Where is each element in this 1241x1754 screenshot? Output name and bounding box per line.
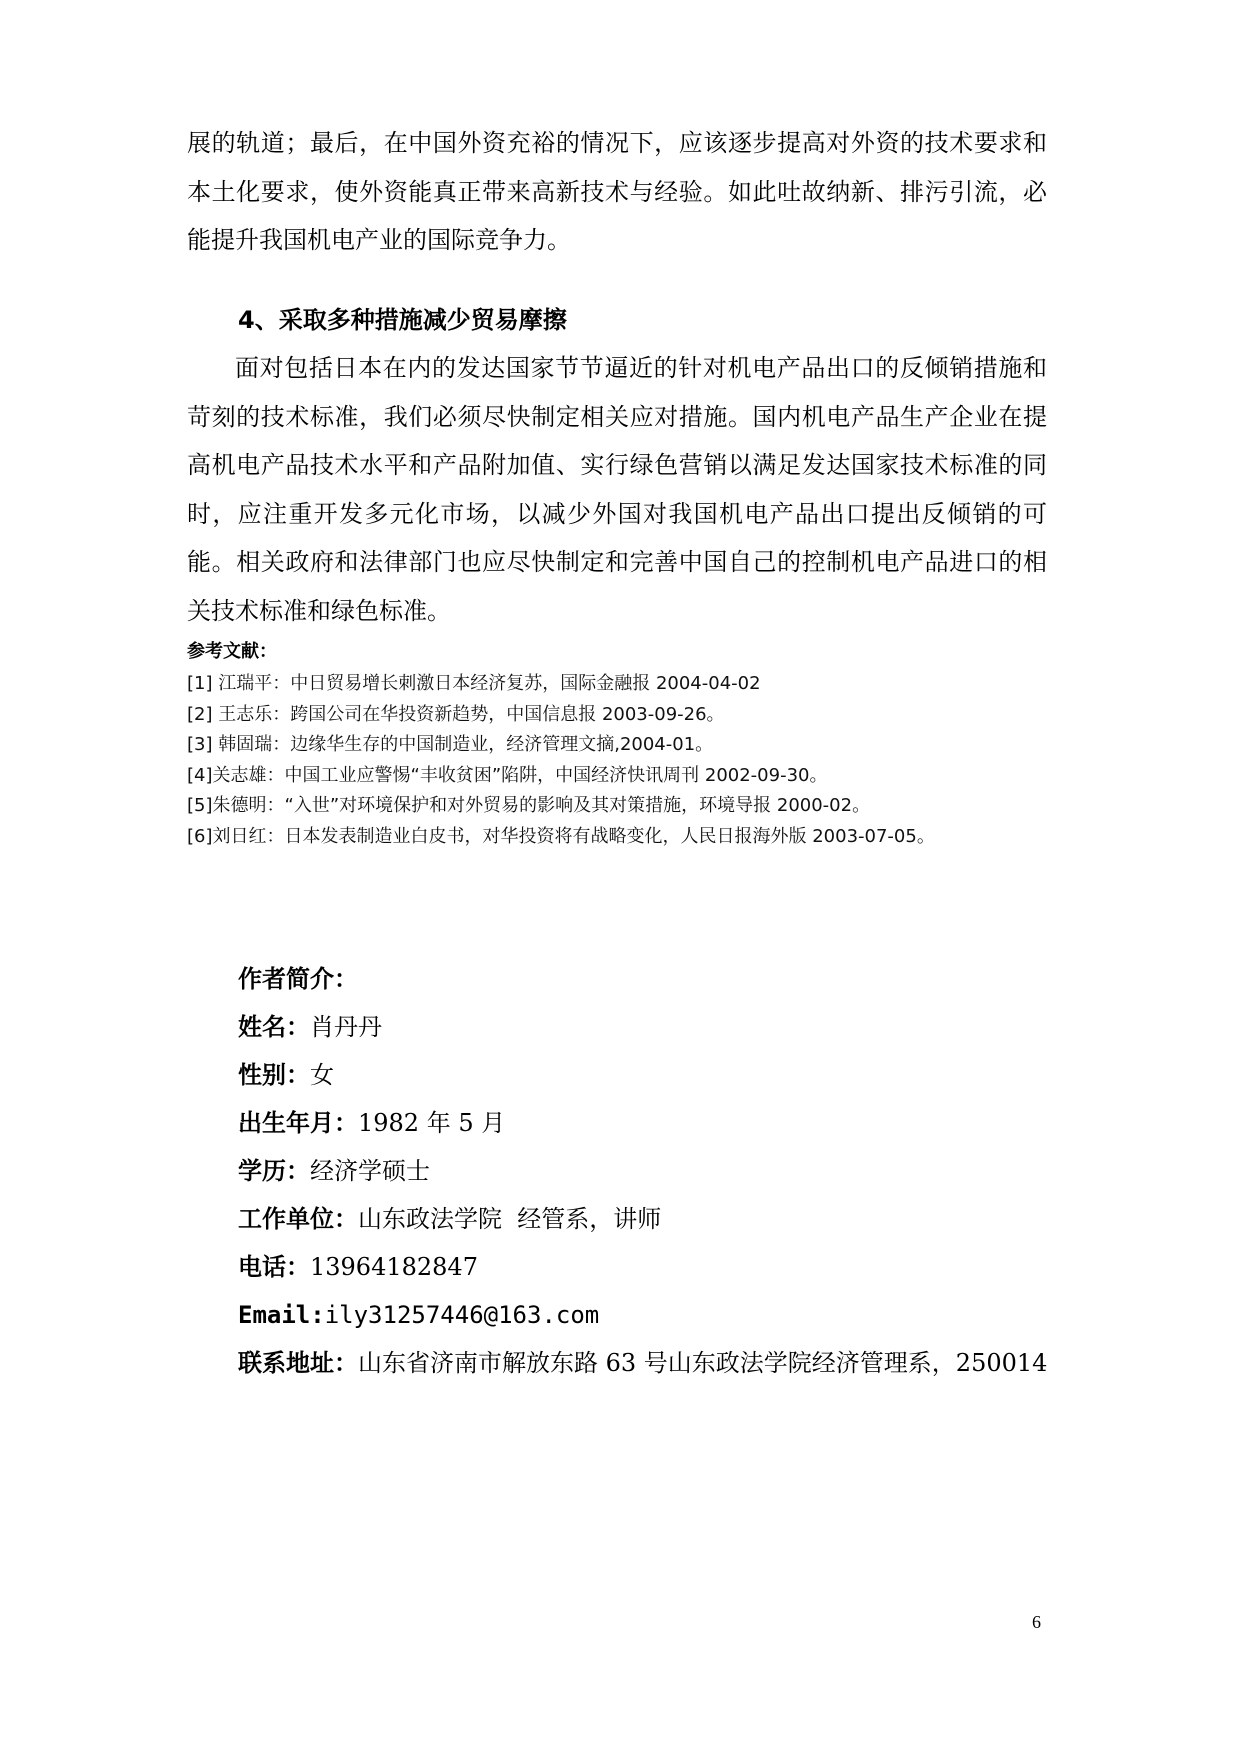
reference-item: [5]朱德明：“入世”对环境保护和对外贸易的影响及其对策措施，环境导报 2000-02。: [187, 795, 871, 816]
author-email-row: [238, 1291, 1098, 1339]
author-gender-row: [238, 1051, 1098, 1099]
reference-item: [4]关志雄：中国工业应警惕“丰收贫困”陷阱，中国经济快讯周刊 2002-09-30。: [187, 764, 828, 786]
author-phone-row: [238, 1243, 1098, 1291]
author-education-label: 学历：: [238, 1157, 310, 1185]
section-heading: 4、采取多种措施减少贸易摩擦: [238, 306, 567, 334]
author-work-label: 工作单位：: [238, 1205, 358, 1233]
reference-item: [1] 江瑞平：中日贸易增长刺激日本经济复苏，国际金融报 2004-04-02: [187, 673, 761, 694]
author-birth: 1982 年 5 月: [358, 1109, 506, 1137]
author-work: 山东政法学院 经管系，讲师: [358, 1205, 662, 1233]
reference-item: [6]刘日红：日本发表制造业白皮书，对华投资将有战略变化，人民日报海外版 2003-07-05。: [187, 825, 935, 847]
author-name-row: [238, 1003, 1098, 1051]
author-birth-row: [238, 1099, 1098, 1147]
author-education-row: [238, 1147, 1098, 1195]
author-address-row: [238, 1339, 1098, 1387]
page-number: 6: [1032, 1612, 1041, 1632]
references-title: 参考文献：: [187, 641, 277, 662]
paragraph-trade-friction: 面对包括日本在内的发达国家节节逼近的针对机电产品出口的反倾销措施和苛刻的技术标准，我们必须尽快制定相关应对措施。国内机电产品生产企业在提高机电产品技术水平和产品附加值、实行绿色营销以满足发达国家技术标准的同时，应注重开发多元化市场，以减少外国对我国机电产品出口提出反倾销的可能。相关政府和法律部门也应尽快制定和完善中国自己的控制机电产品进口的相关技术标准和绿色标准。: [187, 354, 1047, 625]
author-name-label: 姓名：: [238, 1013, 310, 1041]
author-address: 山东省济南市解放东路 63 号山东政法学院经济管理系，250014: [358, 1349, 1048, 1377]
paragraph-continued: 展的轨道；最后，在中国外资充裕的情况下，应该逐步提高对外资的技术要求和本土化要求，使外资能真正带来高新技术与经验。如此吐故纳新、排污引流，必能提升我国机电产业的国际竞争力。: [187, 129, 1047, 254]
author-birth-label: 出生年月：: [238, 1109, 358, 1137]
author-education: 经济学硕士: [310, 1157, 430, 1185]
author-gender: 女: [310, 1061, 334, 1089]
references-list: [187, 669, 1047, 852]
author-profile: [238, 955, 1098, 1387]
reference-item: [3] 韩固瑞：边缘华生存的中国制造业，经济管理文摘,2004-01。: [187, 734, 714, 755]
author-email-label: Email:: [238, 1301, 325, 1329]
author-email: ily31257446@163.com: [324, 1301, 600, 1329]
author-gender-label: 性别：: [238, 1061, 310, 1089]
author-name: 肖丹丹: [310, 1013, 382, 1041]
author-profile-title: 作者简介：: [238, 965, 358, 993]
author-phone: 13964182847: [310, 1253, 478, 1281]
reference-item: [2] 王志乐：跨国公司在华投资新趋势，中国信息报 2003-09-26。: [187, 703, 725, 725]
author-phone-label: 电话：: [238, 1253, 310, 1281]
author-address-label: 联系地址：: [238, 1349, 358, 1377]
author-work-row: [238, 1195, 1098, 1243]
